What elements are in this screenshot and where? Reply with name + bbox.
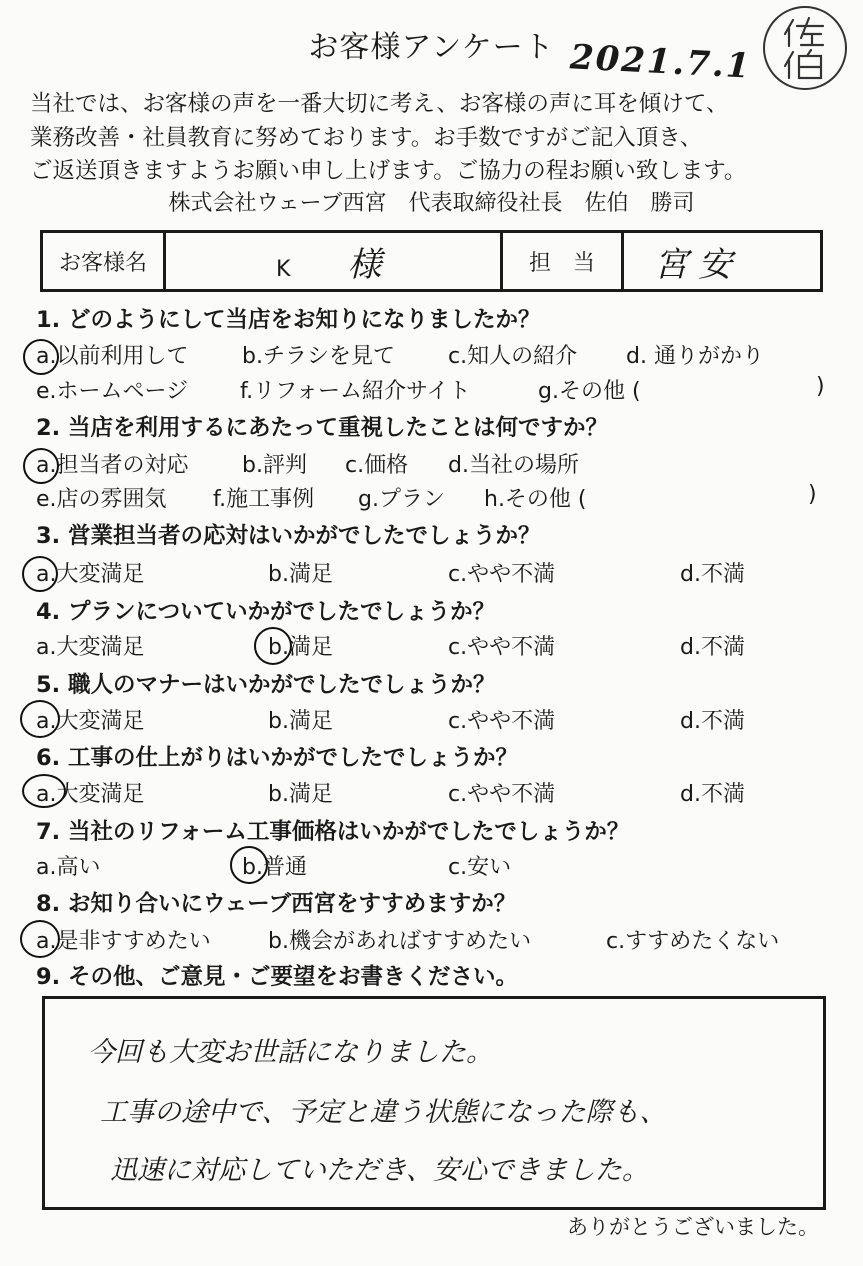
question-1: 1. どのようにして当店をお知りになりましたか？ [36,307,541,333]
staff-label: 担 当 [502,232,623,291]
seal-stamp-graphic [765,8,845,88]
q4-option-c[interactable]: c.やや不満 [448,635,556,660]
q3-option-a[interactable]: a.大変満足 [36,562,145,587]
intro-line-2: 業務改善・社員教育に努めております。お手数ですがご記入頂き、 [30,125,703,151]
comment-line-2: 工事の途中で、予定と違う状態になった際も、 [100,1097,667,1128]
q5-option-d[interactable]: d.不満 [680,709,745,734]
question-5: 5. 職人のマナーはいかがでしたでしょうか？ [36,672,496,698]
thank-you-text: ありがとうございました。 [567,1215,819,1239]
q5-option-a[interactable]: a.大変満足 [36,709,145,734]
question-2: 2. 当店を利用するにあたって重視したことは何ですか？ [36,415,609,441]
q6-answer-circle [22,774,66,808]
q1-option-d[interactable]: d. 通りがかり [626,344,764,369]
customer-info-table [40,230,823,292]
q5-option-b[interactable]: b.満足 [268,709,333,734]
q4-option-a[interactable]: a.大変満足 [36,635,145,660]
q3-option-d[interactable]: d.不満 [680,562,745,587]
question-6: 6. 工事の仕上がりはいかがでしたでしょうか？ [36,745,519,771]
customer-name-label: お客様名 [42,232,165,291]
q2-option-h-close: ) [808,482,817,507]
q5-answer-circle [20,700,60,738]
comment-line-3: 迅速に対応していただき、安心できました。 [110,1155,649,1186]
q6-option-d[interactable]: d.不満 [680,782,745,807]
comment-line-1: 今回も大変お世話になりました。 [88,1037,493,1068]
q1-option-b[interactable]: b.チラシを見て [242,344,395,369]
seal-stamp [763,6,847,90]
question-3: 3. 営業担当者の応対はいかがでしたでしょうか？ [36,523,541,549]
survey-title: お客様アンケート [308,30,555,65]
customer-name-cell [165,232,502,291]
question-7: 7. 当社のリフォーム工事価格はいかがでしたでしょうか？ [36,819,630,845]
q4-answer-circle [254,627,292,665]
q1-option-c[interactable]: c.知人の紹介 [448,344,578,369]
q2-option-b[interactable]: b.評判 [242,453,307,478]
q3-option-b[interactable]: b.満足 [268,562,333,587]
q2-option-c[interactable]: c.価格 [345,453,409,478]
q2-option-f[interactable]: f.施工事例 [213,487,315,512]
q5-option-c[interactable]: c.やや不満 [448,709,556,734]
staff-cell [623,232,822,291]
q2-option-e[interactable]: e.店の雰囲気 [36,487,167,512]
q4-option-d[interactable]: d.不満 [680,635,745,660]
q6-option-b[interactable]: b.満足 [268,782,333,807]
intro-line-1: 当社では、お客様の声を一番大切に考え、お客様の声に耳を傾けて、 [30,91,729,117]
q8-option-c[interactable]: c.すすめたくない [606,929,780,954]
q1-option-g-close: ) [816,374,825,399]
company-signature: 株式会社ウェーブ西宮 代表取締役社長 佐伯 勝司 [168,191,695,216]
q1-option-e[interactable]: e.ホームページ [36,379,189,404]
q7-option-c[interactable]: c.安い [448,855,512,880]
q7-option-b[interactable]: b.普通 [242,855,307,880]
q6-option-a[interactable]: a.大変満足 [36,782,145,807]
q4-option-b[interactable]: b.満足 [268,635,333,660]
customer-honorific: 様 [347,244,382,285]
question-8: 8. お知り合いにウェーブ西宮をすすめますか？ [36,891,517,917]
q1-option-f[interactable]: f.リフォーム紹介サイト [240,379,471,404]
q1-option-g[interactable]: g.その他 ( [538,379,641,404]
q2-option-d[interactable]: d.当社の場所 [448,453,579,478]
handwritten-date: 2021.7.1 [569,37,753,87]
q6-option-c[interactable]: c.やや不満 [448,782,556,807]
customer-name-value: K [276,256,291,282]
q7-answer-circle [230,846,268,884]
q2-answer-circle [23,448,59,484]
q2-option-h[interactable]: h.その他 ( [484,487,587,512]
question-9: 9. その他、ご意見・ご要望をお書きください。 [36,964,519,990]
q1-answer-circle [23,339,59,375]
q3-option-c[interactable]: c.やや不満 [448,562,556,587]
q1-option-a[interactable]: a.以前利用して [36,344,189,369]
question-4: 4. プランについていかがでしたでしょうか？ [36,599,496,625]
q8-answer-circle [20,920,60,958]
q2-option-g[interactable]: g.プラン [358,487,445,512]
q2-option-a[interactable]: a.担当者の対応 [36,453,189,478]
staff-name: 宮安 [654,244,742,285]
q3-answer-circle [22,556,58,592]
q8-option-b[interactable]: b.機会があればすすめたい [268,929,532,954]
q7-option-a[interactable]: a.高い [36,855,101,880]
q8-option-a[interactable]: a.是非すすめたい [36,929,211,954]
intro-line-3: ご返送頂きますようお願い申し上げます。ご協力の程お願い致します。 [30,158,747,184]
